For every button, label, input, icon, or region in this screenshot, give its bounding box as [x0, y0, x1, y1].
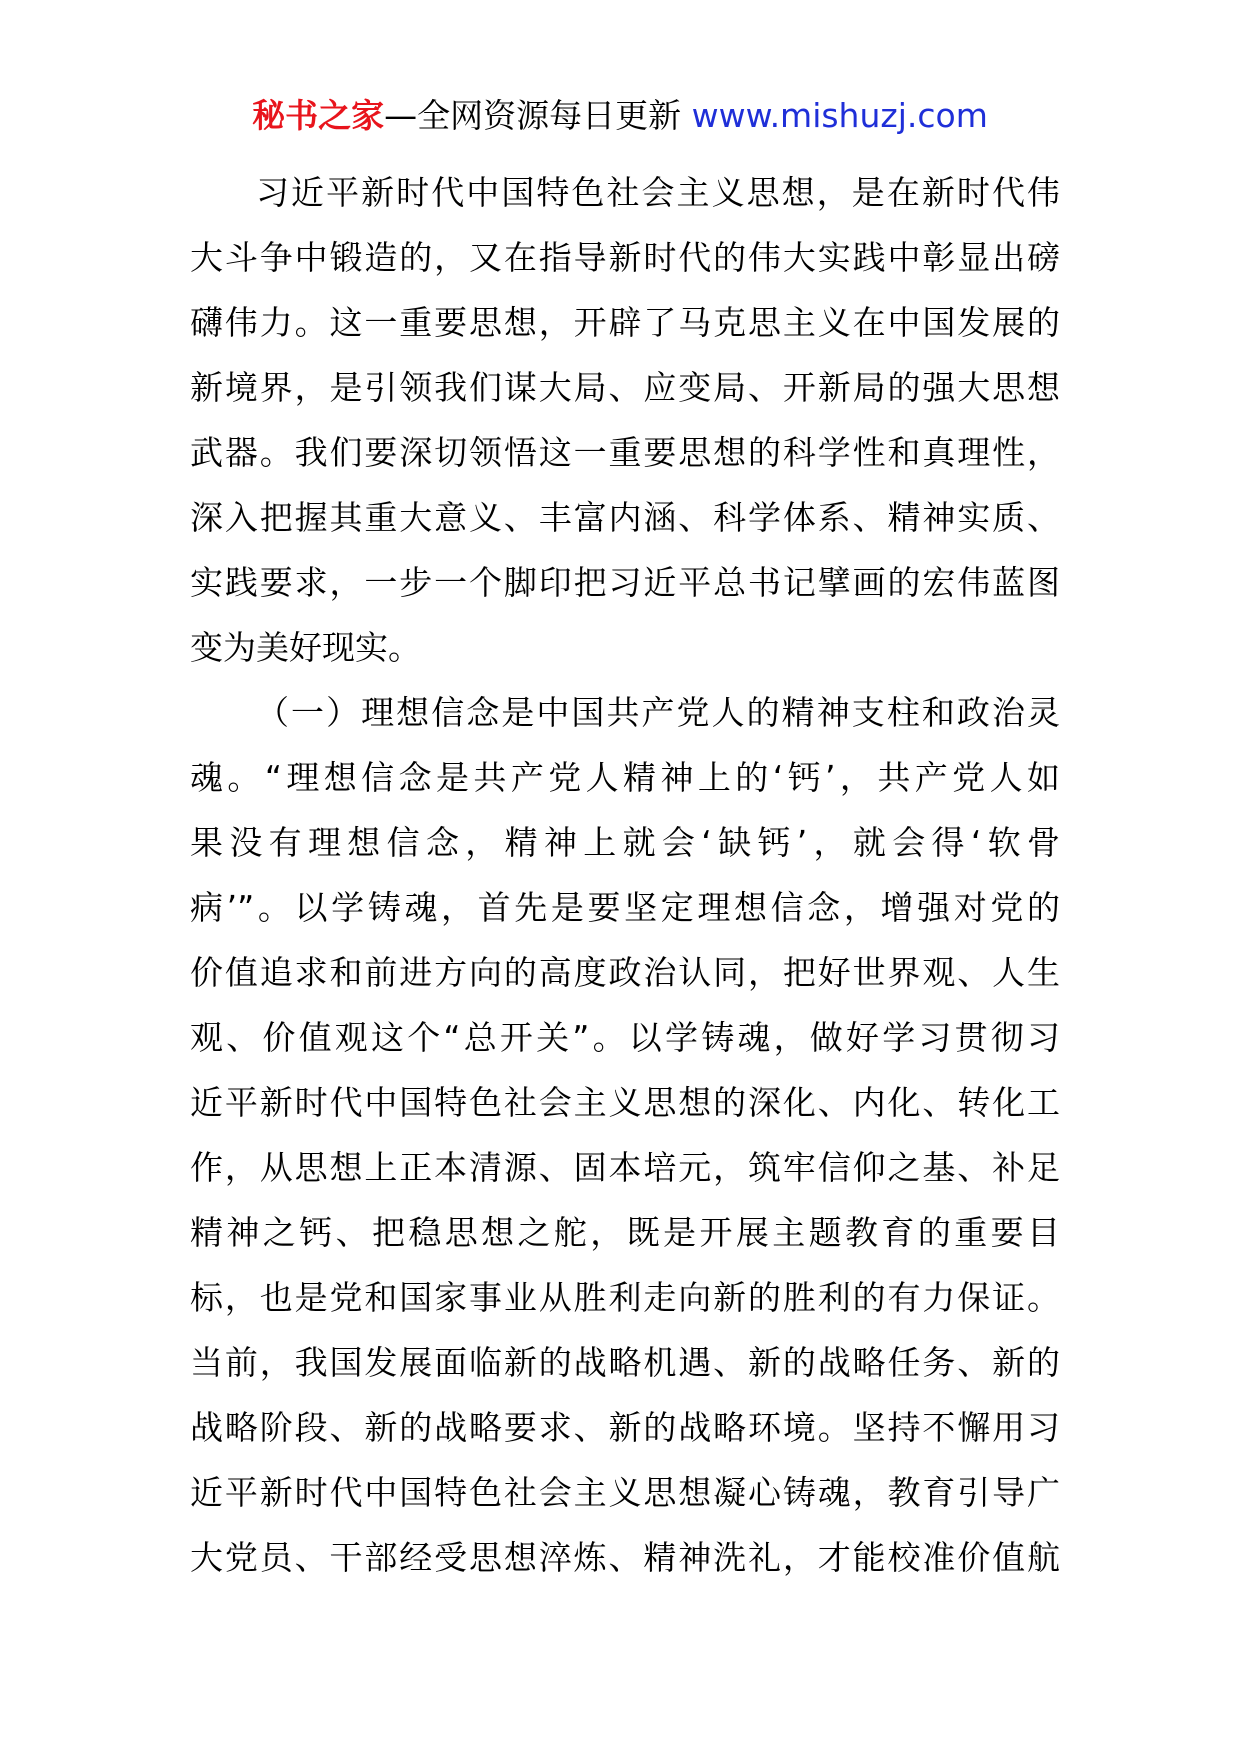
text-line: 礴伟力。这一重要思想，开辟了马克思主义在中国发展的: [190, 303, 1060, 342]
document-body: [190, 160, 1060, 1590]
text-line: 当前，我国发展面临新的战略机遇、新的战略任务、新的: [190, 1343, 1060, 1382]
site-slogan: —全网资源每日更新: [384, 96, 682, 135]
text-line: 实践要求，一步一个脚印把习近平总书记擘画的宏伟蓝图: [190, 563, 1060, 602]
text-line: 近平新时代中国特色社会主义思想凝心铸魂，教育引导广: [190, 1473, 1060, 1512]
text-line: 精神之钙、把稳思想之舵，既是开展主题教育的重要目: [190, 1213, 1060, 1252]
site-header: [0, 92, 1240, 140]
text-line: 作，从思想上正本清源、固本培元，筑牢信仰之基、补足: [190, 1148, 1060, 1187]
text-line: 近平新时代中国特色社会主义思想的深化、内化、转化工: [190, 1083, 1060, 1122]
text-line: 战略阶段、新的战略要求、新的战略环境。坚持不懈用习: [190, 1408, 1060, 1447]
text-line: 习近平新时代中国特色社会主义思想，是在新时代伟: [256, 173, 1060, 212]
text-line: 深入把握其重大意义、丰富内涵、科学体系、精神实质、: [190, 498, 1060, 537]
text-line: 大斗争中锻造的，又在指导新时代的伟大实践中彰显出磅: [190, 238, 1060, 277]
site-brand: 秘书之家: [252, 96, 385, 135]
text-line: 大党员、干部经受思想淬炼、精神洗礼，才能校准价值航: [190, 1538, 1060, 1577]
text-line: 病’”。以学铸魂，首先是要坚定理想信念，增强对党的: [190, 888, 1060, 927]
text-line: 观、价值观这个“总开关”。以学铸魂，做好学习贯彻习: [190, 1018, 1060, 1057]
text-line: 价值追求和前进方向的高度政治认同，把好世界观、人生: [190, 953, 1060, 992]
text-line: 变为美好现实。: [190, 628, 421, 667]
text-line: 新境界，是引领我们谋大局、应变局、开新局的强大思想: [190, 368, 1060, 407]
text-line: 魂。“理想信念是共产党人精神上的‘钙’，共产党人如: [190, 758, 1060, 797]
text-line: （一）理想信念是中国共产党人的精神支柱和政治灵: [256, 693, 1060, 732]
text-line: 武器。我们要深切领悟这一重要思想的科学性和真理性，: [190, 433, 1060, 472]
site-url-link[interactable]: www.mishuzj.com: [691, 96, 988, 135]
text-line: 标，也是党和国家事业从胜利走向新的胜利的有力保证。: [190, 1278, 1060, 1317]
text-line: 果没有理想信念，精神上就会‘缺钙’，就会得‘软骨: [190, 823, 1060, 862]
